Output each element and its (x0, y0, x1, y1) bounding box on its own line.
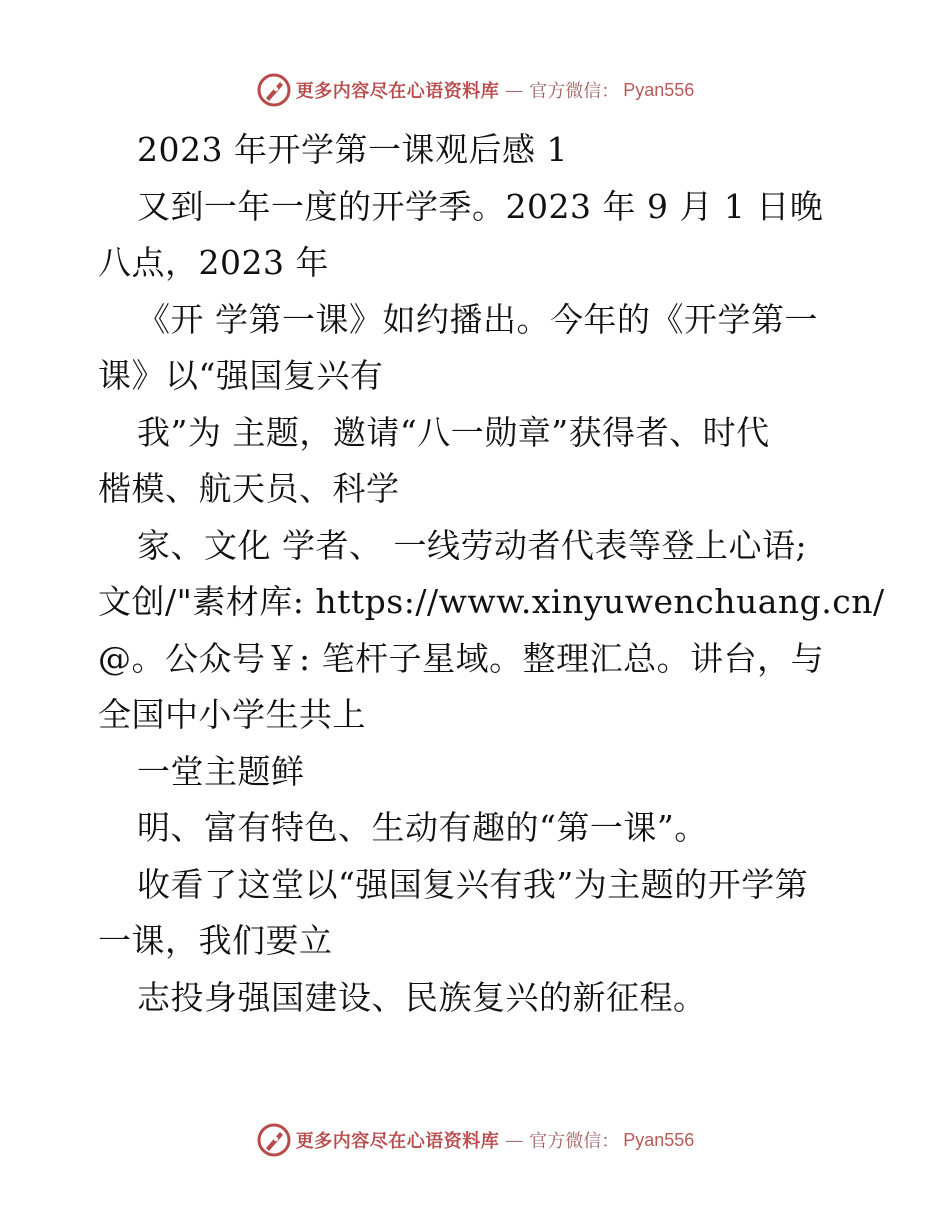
paragraph-line: 家、文化 学者、 一线劳动者代表等登上心语; (137, 525, 808, 565)
paragraph-line: 又到一年一度的开学季。2023 年 9 月 1 日晚 (137, 186, 824, 226)
paragraph-line: @。公众号￥: 笔杆子星域。整理汇总。讲台，与 (98, 638, 825, 678)
pen-nib-logo-icon (256, 72, 292, 108)
footer-banner-inner (256, 1122, 695, 1158)
paragraph-line: 《开 学第一课》如约播出。今年的《开学第一 (137, 299, 818, 339)
header-banner-inner (256, 72, 695, 108)
header-wechat-label: 官方微信： (529, 81, 620, 102)
paragraph-line: 我”为 主题，邀请“八一勋章”获得者、时代 (137, 412, 770, 452)
header-site-name: 更多内容尽在心语资料库 (295, 81, 500, 102)
header-wechat-id: Pyan556 (623, 79, 695, 100)
paragraph-line: 楷模、航天员、科学 (98, 469, 400, 508)
paragraph-line: 一课，我们要立 (98, 921, 333, 960)
paragraph-line: 课》以“强国复兴有 (98, 356, 384, 395)
paragraph-line: 全国中小学生共上 (98, 695, 366, 734)
paragraph-line: 文创/"素材库: https://www.xinyuwenchuang.cn/ (98, 582, 885, 621)
pen-nib-logo-icon (256, 1122, 292, 1158)
header-separator: — (505, 79, 524, 101)
paragraph-line: 志投身强国建设、民族复兴的新征程。 (137, 977, 707, 1017)
document-title: 2023 年开学第一课观后感 1 (137, 130, 568, 169)
footer-separator: — (505, 1129, 524, 1151)
footer-banner (0, 1120, 950, 1160)
footer-wechat-label: 官方微信： (529, 1131, 620, 1152)
paragraph-line: 一堂主题鲜 (137, 751, 305, 791)
footer-site-name: 更多内容尽在心语资料库 (295, 1131, 500, 1152)
document-body (98, 122, 885, 1026)
footer-wechat-id: Pyan556 (623, 1129, 695, 1150)
paragraph-line: 收看了这堂以“强国复兴有我”为主题的开学第 (137, 864, 809, 904)
header-banner (0, 70, 950, 110)
paragraph-line: 八点，2023 年 (98, 243, 329, 282)
paragraph-line: 明、富有特色、生动有趣的“第一课”。 (137, 808, 708, 847)
